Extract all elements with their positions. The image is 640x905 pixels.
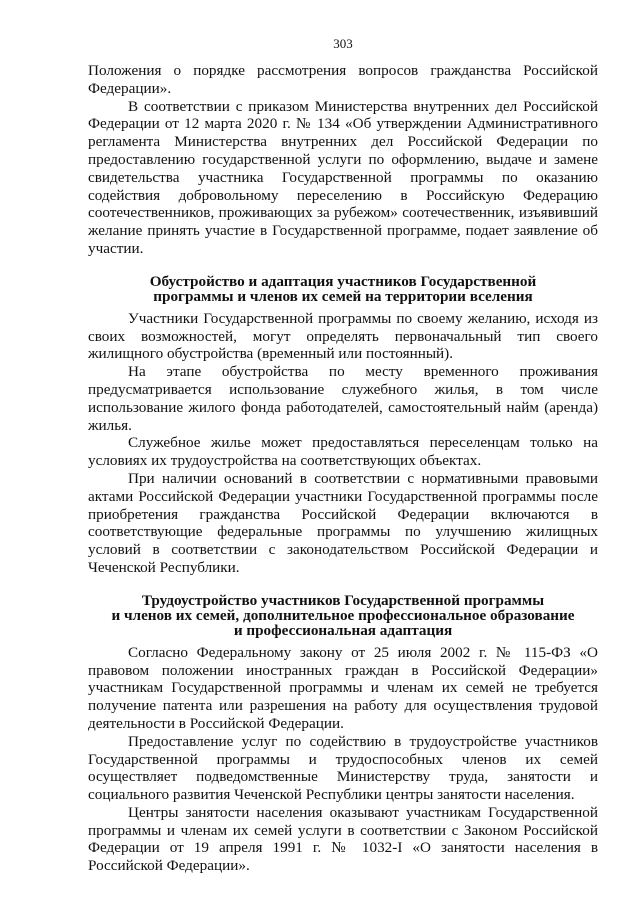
section-heading-employment: [88, 593, 598, 638]
section-heading-settlement: [88, 274, 598, 304]
heading-line: Трудоустройство участников Государственной программы: [141, 591, 545, 609]
paragraph: При наличии оснований в соответствии с нормативными правовыми актами Российской Федерации участники Государственной программы после приобретения гражданства Российской Федерации включаются в соответствующие федеральные программы по улучшению жилищных условий в соответствии с законодательством Российской Федерации и Чеченской Республики.: [88, 469, 598, 576]
paragraph: Участники Государственной программы по своему желанию, исходя из своих возможностей, могут определять первоначальный тип своего жилищного обустройства (временный или постоянный).: [88, 309, 598, 363]
paragraph: Центры занятости населения оказывают участникам Государственной программы и членам их семей услуги в соответствии с Законом Российской Федерации от 19 апреля 1991 г. № 1032-I «О занятости населения в Российской Федерации».: [88, 803, 598, 875]
heading-line: Обустройство и адаптация участников Государственной: [149, 272, 537, 290]
paragraph: Предоставление услуг по содействию в трудоустройстве участников Государственной программы и трудоспособных членов их семей осуществляет подведомственные Министерству труда, занятости и социального развития Чеченской Республики центры занятости населения.: [88, 732, 598, 804]
paragraph-continuation: Положения о порядке рассмотрения вопросов гражданства Российской Федерации».: [88, 62, 598, 97]
heading-line: программы и членов их семей на территории вселения: [153, 287, 533, 305]
paragraph: На этапе обустройства по месту временного проживания предусматривается использование служебного жилья, в том числе использование жилого фонда работодателей, самостоятельный найм (аренда) жилья.: [88, 363, 598, 434]
page-number: 303: [333, 36, 353, 51]
paragraph-order-mvd: В соответствии с приказом Министерства внутренних дел Российской Федерации от 12 марта 2020 г. № 134 «Об утверждении Административного регламента Министерства внутренних дел Российской Федерации по предоставлению государственной услуги по оформлению, выдаче и замене свидетельства участника Государственной программы по оказанию содействия добровольному переселению в Российскую Федерацию соотечественников, проживающих за рубежом» соотечественник, изъявивший желание принять участие в Государственной программе, подает заявление об участии.: [88, 97, 598, 257]
paragraph: Служебное жилье может предоставляться переселенцам только на условиях их трудоустройства на соответствующих объектах.: [88, 434, 598, 470]
paragraph: Согласно Федеральному закону от 25 июля 2002 г. № 115-ФЗ «О правовом положении иностранных граждан в Российской Федерации» участникам Государственной программы и членам их семей не требуется получение патента или разрешения на работу для осуществления трудовой деятельности в Российской Федерации.: [88, 643, 598, 732]
heading-line: и профессиональная адаптация: [233, 621, 453, 639]
heading-line: и членов их семей, дополнительное профессиональное образование: [111, 606, 575, 624]
